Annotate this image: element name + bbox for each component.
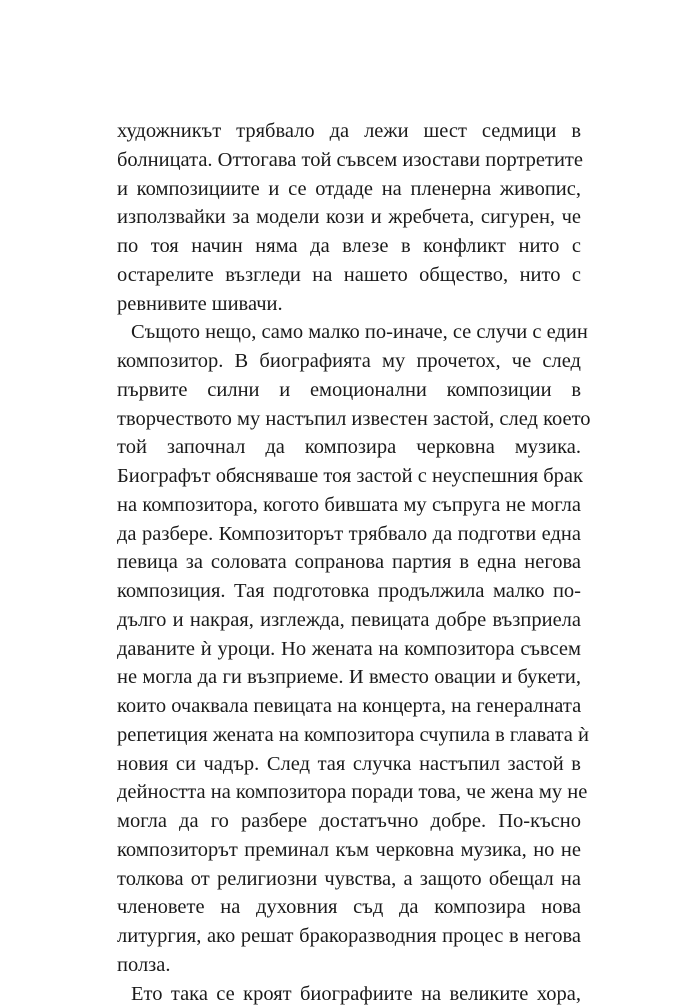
paragraph — [117, 980, 581, 1008]
text-line: дълго и накрая, изглежда, певицата добре възприела — [117, 606, 581, 635]
text-line: новия си чадър. След тая случка настъпил застой в — [117, 750, 581, 779]
text-line: на композитора, когото бившата му съпруга не могла — [117, 491, 581, 520]
text-line: да разбере. Композиторът трябвало да подготви една — [117, 520, 581, 549]
text-line: Ето така се кроят биографиите на великите хора, — [117, 980, 581, 1008]
text-line: полза. — [117, 951, 581, 980]
text-line: литургия, ако решат бракоразводния процес в негова — [117, 922, 581, 951]
text-line: не могла да ги възприеме. И вместо овации и букети, — [117, 663, 581, 692]
paragraph — [117, 117, 581, 318]
text-line: певица за соловата сопранова партия в една негова — [117, 548, 581, 577]
text-line: композитор. В биографията му прочетох, че след — [117, 347, 581, 376]
text-line: остарелите възгледи на нашето общество, нито с — [117, 261, 581, 290]
text-line: творчеството му настъпил известен застой, след което — [117, 405, 581, 434]
paragraph — [117, 318, 581, 979]
text-line: дейността на композитора поради това, че жена му не — [117, 778, 581, 807]
text-line: могла да го разбере достатъчно добре. По-късно — [117, 807, 581, 836]
text-line: репетиция жената на композитора счупила в главата ѝ — [117, 721, 581, 750]
text-line: Биографът обясняваше тоя застой с неуспешния брак — [117, 462, 581, 491]
text-line: и композициите и се отдаде на пленерна живопис, — [117, 175, 581, 204]
text-line: първите силни и емоционални композиции в — [117, 376, 581, 405]
text-line: ревнивите шивачи. — [117, 290, 581, 319]
text-line: използвайки за модели кози и жребчета, сигурен, че — [117, 203, 581, 232]
text-line: даваните ѝ уроци. Но жената на композитора съвсем — [117, 635, 581, 664]
body-text — [117, 117, 581, 1008]
text-line: които очаквала певицата на концерта, на генералната — [117, 692, 581, 721]
text-line: композиция. Тая подготовка продължила малко по- — [117, 577, 581, 606]
text-line: той започнал да композира черковна музика. — [117, 433, 581, 462]
text-line: болницата. Оттогава той съвсем изостави портретите — [117, 146, 581, 175]
text-line: членовете на духовния съд да композира нова — [117, 893, 581, 922]
text-line: художникът трябвало да лежи шест седмици в — [117, 117, 581, 146]
text-line: толкова от религиозни чувства, а защото обещал на — [117, 865, 581, 894]
text-line: композиторът преминал към черковна музика, но не — [117, 836, 581, 865]
text-line: Същото нещо, само малко по-иначе, се случи с един — [117, 318, 581, 347]
text-line: по тоя начин няма да влезе в конфликт нито с — [117, 232, 581, 261]
